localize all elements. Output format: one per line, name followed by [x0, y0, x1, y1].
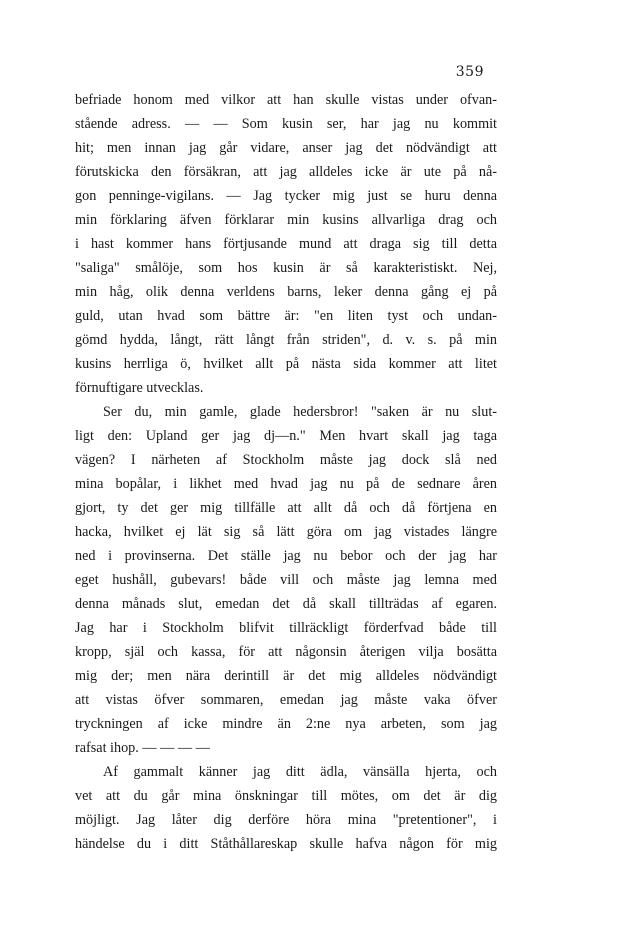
text-line: Ser du, min gamle, glade hedersbror! "saken är nu slut- [103, 404, 497, 420]
text-line: vet att du går mina önskningar till mötes, om det är dig [75, 788, 497, 804]
page-number: 359 [455, 64, 484, 80]
text-line: hit; men innan jag går vidare, anser jag det nödvändigt att [75, 140, 497, 156]
text-line: guld, utan hvad som bättre är: "en liten tyst och undan- [75, 308, 497, 324]
text-line: min förklaring äfven förklarar min kusins allvarliga drag och [75, 212, 497, 228]
text-line: gjort, ty det ger mig tillfälle att allt då och då förtjena en [75, 500, 497, 516]
text-line: tryckningen af icke mindre än 2:ne nya arbeten, som jag [75, 716, 497, 732]
text-line: gömd hydda, långt, rätt långt från striden", d. v. s. på min [75, 332, 497, 348]
text-line: förnuftigare utvecklas. [75, 380, 204, 396]
text-line: möjligt. Jag låter dig derföre höra mina "pretentioner", i [75, 812, 497, 828]
text-line: i hast kommer hans förtjusande mund att draga sig till detta [75, 236, 497, 252]
text-line: förutskicka den försäkran, att jag alldeles icke är ute på nå- [75, 164, 497, 180]
text-line: rafsat ihop. — — — — [75, 740, 210, 756]
text-line: stående adress. — — Som kusin ser, har jag nu kommit [75, 116, 497, 132]
text-line: min håg, olik denna verldens barns, leker denna gång ej på [75, 284, 497, 300]
text-line: befriade honom med vilkor att han skulle vistas under ofvan- [75, 92, 497, 108]
text-line: vägen? I närheten af Stockholm måste jag dock slå ned [75, 452, 497, 468]
text-line: eget hushåll, gubevars! både vill och måste jag lemna med [75, 572, 497, 588]
text-line: mig der; men nära derintill är det mig alldeles nödvändigt [75, 668, 497, 684]
text-line: mina bopålar, i likhet med hvad jag nu på de sednare åren [75, 476, 497, 492]
text-line: kropp, själ och kassa, för att någonsin återigen vilja bosätta [75, 644, 497, 660]
body-text [75, 88, 497, 856]
text-line: hacka, hvilket ej lät sig så lätt göra om jag vistades längre [75, 524, 497, 540]
text-line: denna månads slut, emedan det då skall tillträdas af egaren. [75, 596, 497, 612]
text-line: händelse du i ditt Ståthållareskap skulle hafva någon för mig [75, 836, 497, 852]
text-line: kusins herrliga ö, hvilket allt på nästa sida kommer att litet [75, 356, 497, 372]
text-line: gon penninge-vigilans. — Jag tycker mig just se huru denna [75, 188, 497, 204]
text-line: ned i provinserna. Det ställe jag nu bebor och der jag har [75, 548, 497, 564]
text-line: ligt den: Upland ger jag dj—n." Men hvart skall jag taga [75, 428, 497, 444]
text-line: att vistas öfver sommaren, emedan jag måste vaka öfver [75, 692, 497, 708]
text-line: "saliga" smålöje, som hos kusin är så karakteristiskt. Nej, [75, 260, 497, 276]
text-line: Jag har i Stockholm blifvit tillräckligt förderfvad både till [75, 620, 497, 636]
text-line: Af gammalt känner jag ditt ädla, vänsälla hjerta, och [103, 764, 497, 780]
